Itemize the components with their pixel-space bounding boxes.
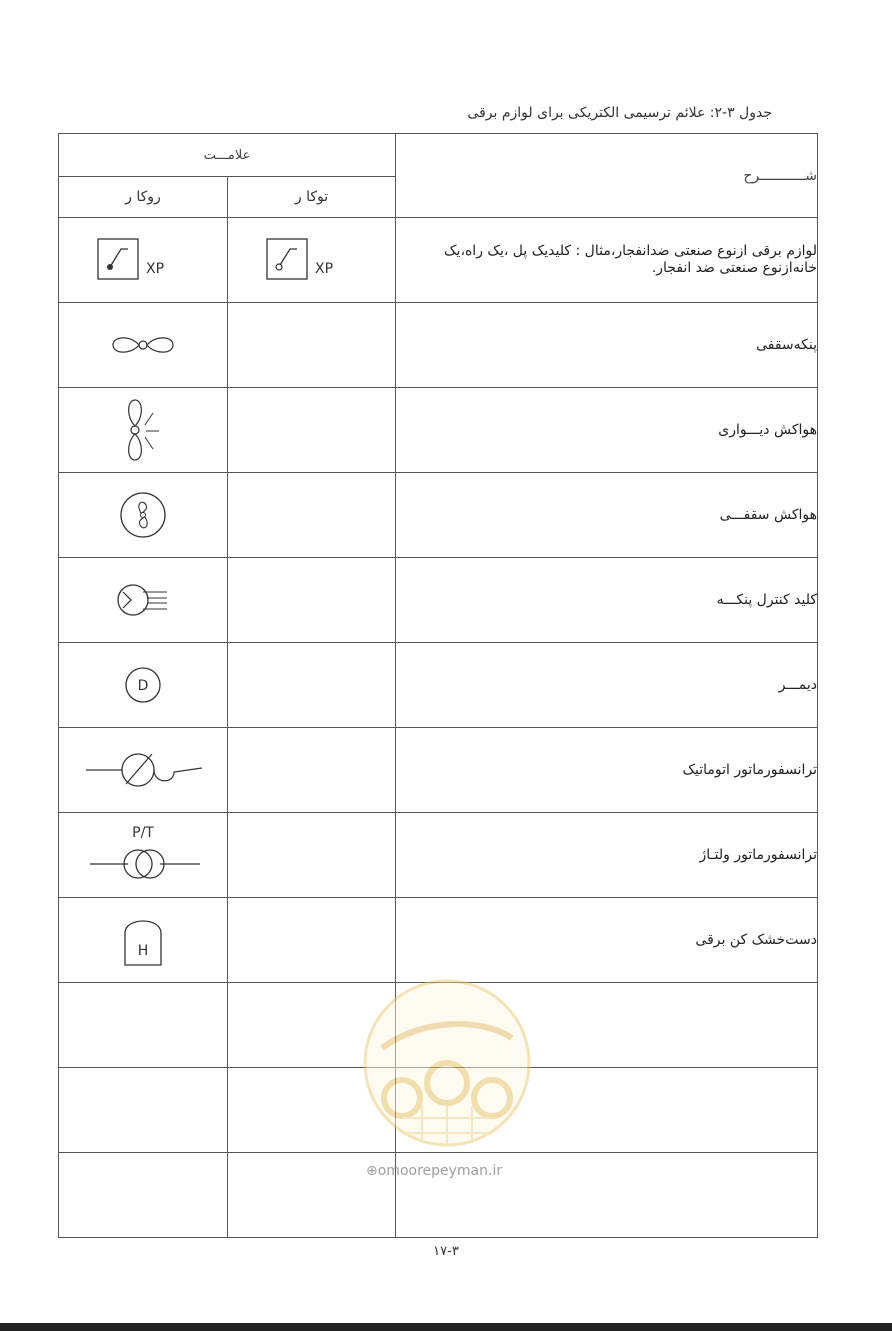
table-row xyxy=(59,558,818,643)
table-row xyxy=(59,898,818,983)
row-description: هواکش سقفـــی xyxy=(396,473,818,558)
header-concealed: توکا ر xyxy=(228,177,396,218)
header-description: شـــــــــــرح xyxy=(396,134,818,218)
voltage-transformer-icon xyxy=(78,840,208,886)
svg-text:XP: XP xyxy=(314,261,333,277)
globe-icon: ⊕ xyxy=(366,1163,378,1179)
table-row xyxy=(59,473,818,558)
row-description: لوازم برقی ازنوع صنعتی ضدانفجار،مثال : کلیدیک پل ،یک راه،یک خانه‌ازنوع صنعتی ضد انفجار. xyxy=(396,218,818,303)
concealed-symbol-cell xyxy=(228,218,396,303)
row-description: ترانسفورماتور ولتـاژ xyxy=(396,813,818,898)
table-row xyxy=(59,303,818,388)
electrical-symbols-table xyxy=(58,133,818,1238)
row-description xyxy=(396,1068,818,1153)
explosion-proof-switch-icon xyxy=(88,235,198,285)
table-row xyxy=(59,643,818,728)
svg-text:D: D xyxy=(137,678,149,694)
table-row xyxy=(59,1068,818,1153)
row-description: ترانسفورماتور اتوماتیک xyxy=(396,728,818,813)
dimmer-icon xyxy=(118,662,168,708)
row-description xyxy=(396,983,818,1068)
fan-control-switch-icon xyxy=(103,578,183,622)
hand-dryer-icon xyxy=(118,911,168,969)
table-row xyxy=(59,388,818,473)
svg-text:H: H xyxy=(137,943,149,959)
table-row xyxy=(59,728,818,813)
table-caption: جدول ۳-۲: علائم ترسیمی الکتریکی برای لوازم برقی xyxy=(467,105,772,121)
explosion-proof-switch-icon xyxy=(257,235,367,285)
table-row xyxy=(59,813,818,898)
ceiling-exhaust-fan-icon xyxy=(113,487,173,543)
row-description: هواکش دیـــواری xyxy=(396,388,818,473)
ceiling-fan-icon xyxy=(103,330,183,360)
row-description: پنکه‌سقفی xyxy=(396,303,818,388)
autotransformer-icon xyxy=(78,748,208,792)
row-description: دیمـــر xyxy=(396,643,818,728)
wall-exhaust-fan-icon xyxy=(113,395,173,465)
table-row xyxy=(59,218,818,303)
svg-text:XP: XP xyxy=(146,261,165,277)
voltage-transformer-label: P/T xyxy=(132,825,154,841)
watermark-text: ⊕omoorepeyman.ir xyxy=(366,1163,503,1179)
row-description: دست‌خشک کن برقی xyxy=(396,898,818,983)
row-description: کلید کنترل پنکـــه xyxy=(396,558,818,643)
header-sign: علامـــت xyxy=(59,134,396,177)
header-exposed: روکا ر xyxy=(59,177,228,218)
page-number: ۱۷-۳ xyxy=(433,1244,459,1259)
exposed-symbol-cell xyxy=(59,218,228,303)
table-row xyxy=(59,983,818,1068)
bottom-edge xyxy=(0,1323,892,1331)
